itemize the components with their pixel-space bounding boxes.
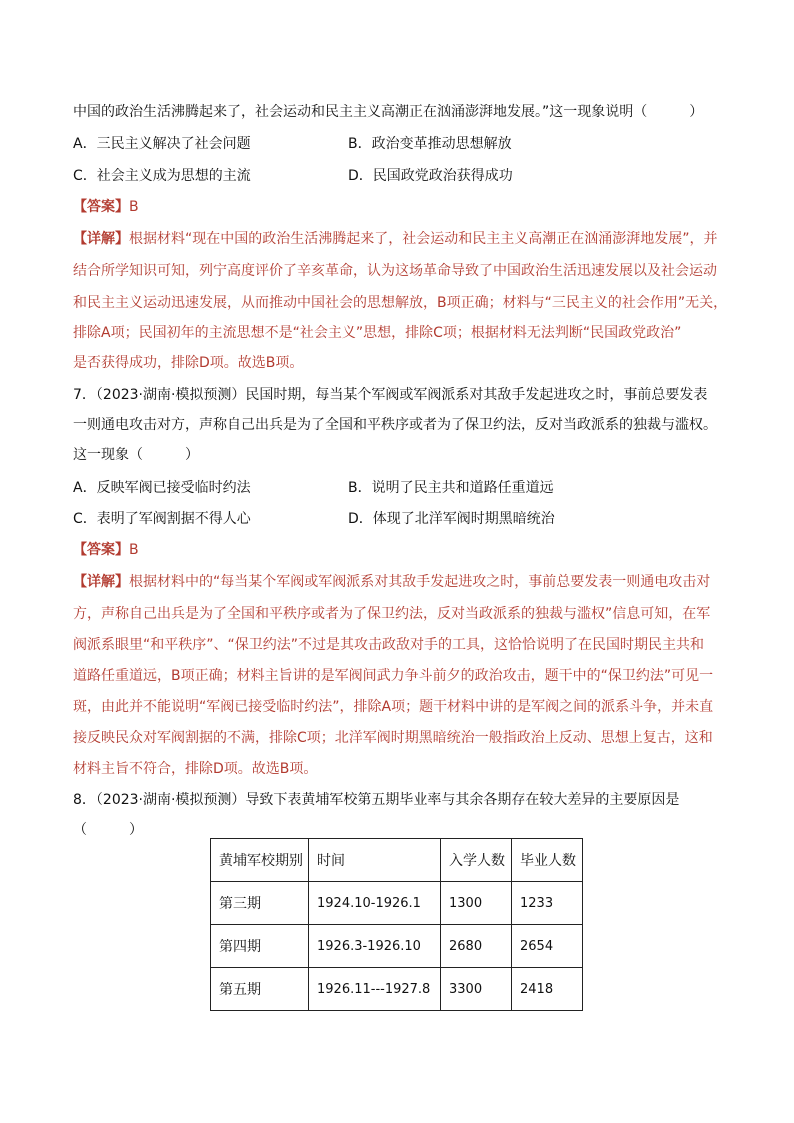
table-cell: 第五期 <box>211 968 309 1011</box>
table-cell: 第三期 <box>211 882 309 925</box>
table-row <box>211 925 583 968</box>
table-cell: 第四期 <box>211 925 309 968</box>
table-header-cell: 黄埔军校期别 <box>211 839 309 882</box>
q7-detail-line-3: 阀派系眼里“和平秩序”、“保卫约法”不过是其攻击政敌对手的工具，这恰恰说明了在民国时期民主共和 <box>73 637 705 653</box>
q7-detail-line-2: 方，声称自己出兵是为了全国和平秩序或者为了保卫约法，反对当政派系的独裁与滥权”信息可知，在军 <box>73 606 711 622</box>
q7-option-a: A．反映军阀已接受临时约法 <box>73 480 251 496</box>
table-cell: 1233 <box>512 882 583 925</box>
q7-option-c: C．表明了军阀割据不得人心 <box>73 511 251 527</box>
q7-option-b: B．说明了民主共和道路任重道远 <box>348 480 554 496</box>
q7-detail-line-1: 【详解】根据材料中的“每当某个军阀或军阀派系对其敌手发起进攻之时，事前总要发表一则通电攻击对 <box>73 574 711 590</box>
q7-detail-line-5: 斑，由此并不能说明“军阀已接受临时约法”，排除A项；题干材料中讲的是军阀之间的派系斗争，并未直 <box>73 699 714 715</box>
table-cell: 1926.11---1927.8 <box>309 968 441 1011</box>
table-cell: 2654 <box>512 925 583 968</box>
q6-answer <box>73 197 139 217</box>
q7-detail-line-7: 材料主旨不符合，排除D项。故选B项。 <box>73 761 318 777</box>
q6-answer-value: B <box>129 199 139 215</box>
q6-option-b: B．政治变革推动思想解放 <box>348 136 512 152</box>
q6-detail-line-5: 是否获得成功，排除D项。故选B项。 <box>73 355 304 371</box>
table-cell: 1926.3-1926.10 <box>309 925 441 968</box>
q7-stem-line-1: 7．（2023·湖南·模拟预测）民国时期，每当某个军阀或军阀派系对其敌手发起进攻之时，事前总要发表 <box>73 387 708 403</box>
q8-stem-line-2: （ ） <box>73 822 143 838</box>
table-header-cell: 入学人数 <box>441 839 512 882</box>
q8-stem-line-1: 8．（2023·湖南·模拟预测）导致下表黄埔军校第五期毕业率与其余各期存在较大差异的主要原因是 <box>73 792 680 808</box>
q6-detail-line-2: 结合所学知识可知，列宁高度评价了辛亥革命，认为这场革命导致了中国政治生活迅速发展以及社会运动 <box>73 263 717 279</box>
table-cell: 3300 <box>441 968 512 1011</box>
q7-stem-line-3: 这一现象（ ） <box>73 447 199 463</box>
q7-detail-label: 【详解】 <box>73 574 129 590</box>
graduation-table <box>210 838 583 1011</box>
q7-answer <box>73 540 139 560</box>
table-cell: 1924.10-1926.1 <box>309 882 441 925</box>
q7-option-d: D．体现了北洋军阀时期黑暗统治 <box>348 511 555 527</box>
q6-answer-label: 【答案】 <box>73 199 129 215</box>
q6-detail-line-3: 和民主主义运动迅速发展，从而推动中国社会的思想解放，B项正确；材料与“三民主义的社会作用”无关， <box>73 295 728 311</box>
q6-option-a: A．三民主义解决了社会问题 <box>73 136 251 152</box>
table-cell: 1300 <box>441 882 512 925</box>
table-cell: 2418 <box>512 968 583 1011</box>
q6-stem-tail: 中国的政治生活沸腾起来了，社会运动和民主主义高潮正在汹涌澎湃地发展。”这一现象说明（ ） <box>73 104 704 120</box>
table-header-row <box>211 839 583 882</box>
q6-option-d: D．民国政党政治获得成功 <box>348 168 513 184</box>
q6-detail-line-4: 排除A项；民国初年的主流思想不是“社会主义”思想，排除C项；根据材料无法判断“民国政党政治” <box>73 325 682 341</box>
q7-detail-line-4: 道路任重道远，B项正确；材料主旨讲的是军阀间武力争斗前夕的政治攻击，题干中的“保卫约法”可见一 <box>73 668 714 684</box>
q7-answer-label: 【答案】 <box>73 542 129 558</box>
q7-stem-line-2: 一则通电攻击对方，声称自己出兵是为了全国和平秩序或者为了保卫约法，反对当政派系的独裁与滥权。 <box>73 417 717 433</box>
q7-detail-line-6: 接反映民众对军阀割据的不满，排除C项；北洋军阀时期黑暗统治一般指政治上反动、思想上复古，这和 <box>73 730 713 746</box>
q6-option-c: C．社会主义成为思想的主流 <box>73 168 251 184</box>
q7-answer-value: B <box>129 542 139 558</box>
table-header-cell: 时间 <box>309 839 441 882</box>
q6-detail-line-1: 【详解】根据材料“现在中国的政治生活沸腾起来了，社会运动和民主主义高潮正在汹涌澎湃地发展”，并 <box>73 231 718 247</box>
table-row <box>211 882 583 925</box>
table-header-cell: 毕业人数 <box>512 839 583 882</box>
q6-detail-label: 【详解】 <box>73 231 129 247</box>
table-row <box>211 968 583 1011</box>
table-cell: 2680 <box>441 925 512 968</box>
